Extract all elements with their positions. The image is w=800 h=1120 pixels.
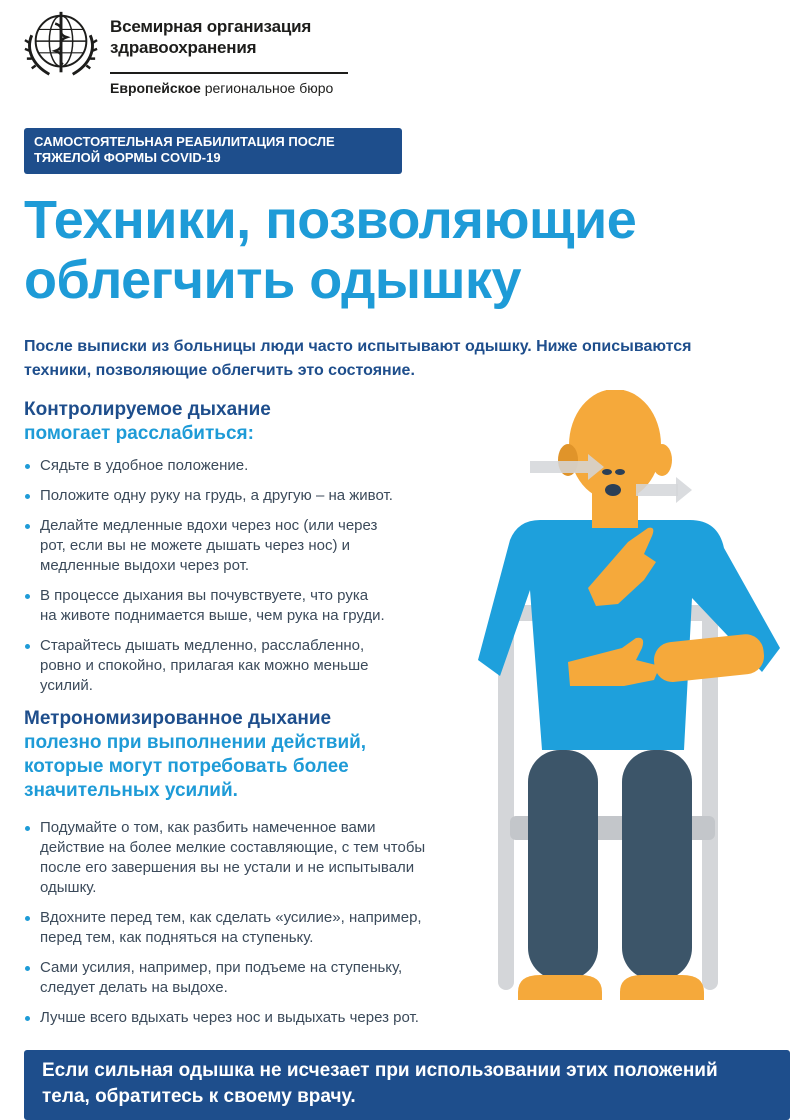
list-item	[24, 908, 474, 948]
org-name-line1: Всемирная организация	[110, 17, 312, 36]
list-item	[24, 958, 474, 998]
footer-line1: Если сильная одышка не исчезает при использовании этих положений	[42, 1060, 718, 1081]
section2-heading-light3: значительных усилий.	[24, 780, 238, 801]
list-item	[24, 636, 454, 696]
banner-line2: ТЯЖЕЛОЙ ФОРМЫ COVID-19	[34, 150, 221, 165]
title-line2: облегчить одышку	[24, 250, 522, 310]
footer-banner	[24, 1050, 790, 1120]
section1-item-line: Положите одну руку на грудь, а другую – на живот.	[40, 487, 393, 504]
section2-item-line: следует делать на выдохе.	[40, 979, 228, 996]
section1-item-line: Старайтесь дышать медленно, расслабленно,	[40, 637, 365, 654]
intro-line2: техники, позволяющие облегчить это состояние.	[24, 362, 415, 379]
section2-heading-light1: полезно при выполнении действий,	[24, 732, 367, 753]
section2-item-line: Сами усилия, например, при подъеме на ступеньку,	[40, 959, 403, 976]
region-name	[110, 80, 333, 96]
section2-list	[24, 818, 474, 1038]
org-name-line2: здравоохранения	[110, 38, 257, 57]
list-item	[24, 818, 474, 898]
section1-item-line: ровно и спокойно, прилагая как можно меньше	[40, 657, 369, 674]
region-rest: региональное бюро	[204, 80, 334, 96]
who-emblem-icon	[22, 6, 100, 84]
section2-item-line: Подумайте о том, как разбить намеченное вами	[40, 819, 376, 836]
org-divider	[110, 72, 348, 74]
breathing-person-illustration	[470, 390, 800, 1030]
section1-heading-light: помогает расслабиться:	[24, 423, 254, 444]
list-item	[24, 516, 454, 576]
section2-item-line: после его завершения вы не устали и не испытывали	[40, 859, 415, 876]
section1-item-line: рот, если вы не можете дышать через нос) и	[40, 537, 350, 554]
section1-item-line: Делайте медленные вдохи через нос (или через	[40, 517, 378, 534]
list-item	[24, 586, 454, 626]
series-banner	[24, 128, 402, 174]
region-bold: Европейское	[110, 80, 201, 96]
section1-item-line: В процессе дыхания вы почувствуете, что рука	[40, 587, 369, 604]
section1-item-line: на животе поднимается выше, чем рука на груди.	[40, 607, 385, 624]
section1-item-line: Сядьте в удобное положение.	[40, 457, 249, 474]
org-name	[110, 16, 311, 58]
footer-line2: тела, обратитесь к своему врачу.	[42, 1086, 356, 1107]
legs-icon	[518, 750, 704, 1000]
section2-heading-light2: которые могут потребовать более	[24, 756, 349, 777]
title-line1: Техники, позволяющие	[24, 190, 637, 250]
section1-list	[24, 456, 454, 706]
section2-item-line: Лучше всего вдыхать через нос и выдыхать через рот.	[40, 1009, 419, 1026]
section2-item-line: действие на более мелкие составляющие, с тем чтобы	[40, 839, 426, 856]
section1-item-line: усилий.	[40, 677, 93, 694]
section2-heading	[24, 707, 366, 803]
section1-heading-dark: Контролируемое дыхание	[24, 399, 271, 420]
list-item	[24, 486, 454, 506]
section2-item-line: Вдохните перед тем, как сделать «усилие», например,	[40, 909, 422, 926]
page-title	[24, 190, 764, 310]
section2-item-line: одышку.	[40, 879, 97, 896]
section2-heading-dark: Метрономизированное дыхание	[24, 708, 332, 729]
who-logo	[22, 6, 342, 98]
intro-text	[24, 335, 744, 383]
section1-heading	[24, 398, 271, 446]
section1-item-line: медленные выдохи через рот.	[40, 557, 250, 574]
list-item	[24, 1008, 474, 1028]
list-item	[24, 456, 454, 476]
section2-item-line: перед тем, как подняться на ступеньку.	[40, 929, 314, 946]
intro-line1: После выписки из больницы люди часто испытывают одышку. Ниже описываются	[24, 338, 692, 355]
banner-line1: САМОСТОЯТЕЛЬНАЯ РЕАБИЛИТАЦИЯ ПОСЛЕ	[34, 134, 335, 149]
